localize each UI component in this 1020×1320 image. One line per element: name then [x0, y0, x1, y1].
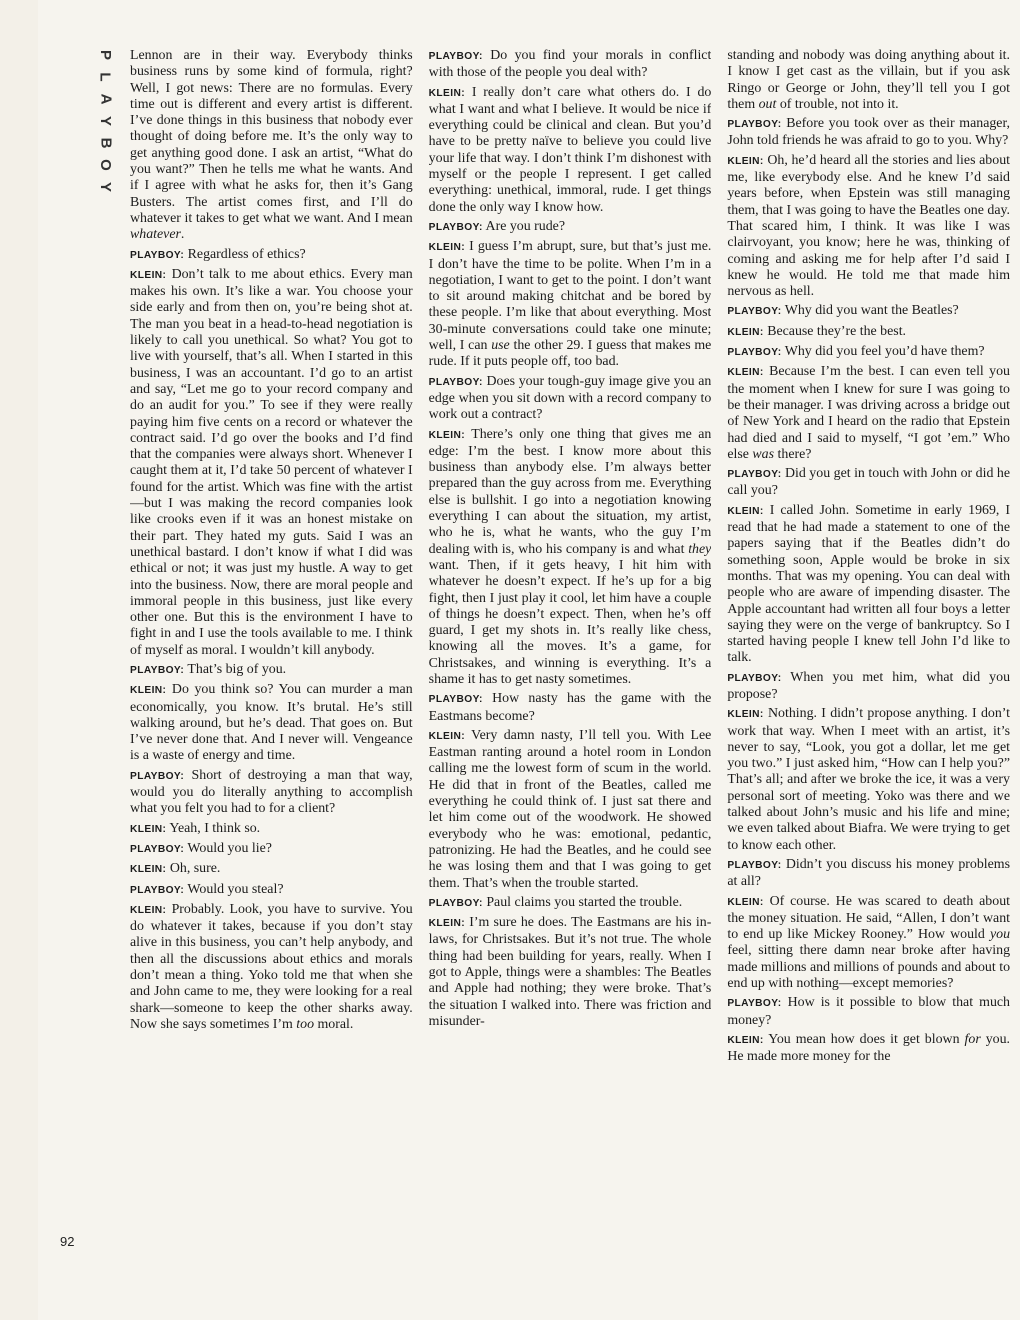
interview-paragraph	[429, 427, 712, 689]
speaker-label: KLEIN:	[428, 918, 466, 930]
interview-paragraph	[429, 915, 712, 1030]
interview-paragraph	[130, 861, 413, 878]
column-3	[727, 48, 1010, 1263]
paragraph-text: Do you think so? You can murder a man economically, you know. It’s brutal. He’s still walking around, but he’s dead. That goes on. But I’ve never done that. And I never will. Vengeance is a waste of energy and time.	[130, 682, 413, 764]
speaker-label: PLAYBOY:	[130, 664, 185, 676]
paragraph-text: You mean how does it get blown for you. He made more money for the	[727, 1031, 1011, 1065]
paragraph-text: standing and nobody was doing anything about it. I know I get cast as the villain, but if you ask Ringo or George or John, they’ll tell you I got them out of trouble, not into it.	[727, 48, 1011, 112]
speaker-label: KLEIN:	[727, 155, 764, 167]
paragraph-text: Would you lie?	[187, 840, 272, 856]
paragraph-text: There’s only one thing that gives me an edge: I’m the best. I know more about this business than anybody else. I’m always better prepared than the guy across from me. Everything else is bullshit. I go into a negotiation knowing everything I can about the situation, my artist, who he is, what he wants, who the guy I’m dealing with is, who his company is and what they want. Then, if it gets heavy, I hit him with whatever he doesn’t expect. If he’s up for a big fight, then I just play it cool, let him have a couple of things he doesn’t expect. Then, when he’s off guard, I get my shots in. It’s really like chess, knowing all the moves. It’s a game, for Christsakes, and winning is everything. It’s a shame it has to get nasty sometimes.	[428, 426, 712, 687]
speaker-label: PLAYBOY:	[428, 694, 483, 706]
interview-paragraph	[727, 894, 1010, 993]
speaker-label: PLAYBOY:	[428, 51, 483, 62]
paragraph-text: Does your tough-guy image give you an edge when you sit down with a record company to work out a contract?	[428, 373, 712, 423]
speaker-label: PLAYBOY:	[727, 119, 782, 131]
speaker-label: PLAYBOY:	[130, 770, 185, 782]
speaker-label: KLEIN:	[727, 326, 764, 338]
interview-paragraph	[429, 48, 712, 82]
paragraph-text: Did you get in touch with John or did he call you?	[727, 466, 1010, 499]
interview-paragraph	[429, 85, 712, 216]
paragraph-text: How nasty has the game with the Eastmans become?	[428, 691, 712, 724]
paragraph-text: Didn’t you discuss his money problems at all?	[727, 856, 1011, 890]
paragraph-text: Lennon are in their way. Everybody thinks business runs by some kind of formula, right? Well, I got news: There are no formulas. Every time out is different and every artist is different. I’ve done things in this business that nobody ever thought of doing before me. It’s the only way to get anything good done. I ask an artist, “What do you want?” Then he tells me what he wants. And if I agree with what he asks for, then it’s Gang Busters. The artist comes first, and I’ll do whatever it takes to get what we want. And I mean whatever.	[130, 48, 413, 243]
speaker-label: KLEIN:	[727, 367, 764, 379]
interview-paragraph	[727, 364, 1010, 463]
interview-paragraph	[130, 902, 413, 1033]
paragraph-text: Short of destroying a man that way, would you do literally anything to accomplish what you felt you had to for a client?	[130, 767, 413, 817]
magazine-page	[38, 0, 1020, 1320]
speaker-label: PLAYBOY:	[727, 469, 782, 481]
column-1	[130, 48, 413, 1263]
interview-paragraph	[130, 267, 413, 659]
paragraph-text: Regardless of ethics?	[187, 246, 306, 262]
masthead-letter: L	[96, 72, 114, 82]
speaker-label: PLAYBOY:	[428, 376, 483, 388]
paragraph-text: When you met him, what did you propose?	[727, 669, 1011, 702]
masthead-letter: Y	[96, 115, 114, 127]
speaker-label: KLEIN:	[130, 864, 167, 876]
interview-paragraph	[130, 882, 413, 899]
interview-paragraph	[130, 662, 413, 679]
interview-paragraph	[429, 895, 712, 912]
interview-paragraph	[429, 374, 712, 424]
speaker-label: KLEIN:	[130, 904, 167, 916]
speaker-label: PLAYBOY:	[727, 347, 782, 359]
speaker-label: KLEIN:	[428, 730, 466, 742]
paragraph-text: Yeah, I think so.	[169, 820, 261, 836]
interview-paragraph	[727, 324, 1010, 341]
speaker-label: KLEIN:	[428, 87, 466, 99]
speaker-label: KLEIN:	[727, 1034, 764, 1046]
speaker-label: KLEIN:	[428, 242, 466, 254]
speaker-label: PLAYBOY:	[727, 306, 782, 318]
interview-paragraph	[727, 303, 1010, 320]
paragraph-text: Are you rude?	[485, 218, 565, 234]
interview-paragraph	[130, 841, 413, 858]
paragraph-text: Would you steal?	[187, 881, 284, 897]
interview-paragraph	[727, 466, 1010, 500]
interview-paragraph	[727, 48, 1010, 113]
paragraph-text: Oh, he’d heard all the stories and lies about me, like everybody else. And he knew I’d said years before, when Epstein was still managing them, that I was going to have the Beatles one day. That scared him, I think. It was like I was clairvoyant, you know; here he was, thinking of coming and asking me for help after I’d said I knew he would. He told me that made him nervous as hell.	[727, 152, 1011, 300]
interview-paragraph	[429, 728, 712, 892]
paragraph-text: Of course. He was scared to death about the money situation. He said, “Allen, I don’t want to end up like Mickey Rooney.” How would you feel, sitting there damn near broke after having made millions and millions of pounds and about to end up with nothing—except memories?	[727, 893, 1011, 992]
interview-paragraph	[727, 1032, 1010, 1066]
interview-paragraph	[727, 857, 1010, 891]
speaker-label: PLAYBOY:	[428, 221, 483, 233]
speaker-label: KLEIN:	[727, 896, 764, 908]
interview-paragraph	[429, 691, 712, 725]
speaker-label: KLEIN:	[130, 269, 167, 281]
paragraph-text: Don’t talk to me about ethics. Every man makes his own. It’s like a war. You choose your side early and from then on, you’re being shot at. The man you beat in a head-to-head negotiation is likely to call you unethical. So what? You got to live with yourself, that’s all. When I started in this business, I was an accountant. I’d go to an artist and say, “Let me go to your record company and do an audit for you.” To see if they were really paying him five cents on a record or whatever the contract said. I’d go over the books and I’d find that the companies were always short. Whenever I caught them at it, I’d take 50 percent of whatever I found for the artist. Which was fine with the artist —but I was making the record companies look like crooks even if it was an honest mistake on their part. They hated my guts. Said I was an unethical bastard. I don’t know if what I did was ethical or not; it was just my hustle. A way to get into the business. Now, there are moral people and immoral people in this business, just like every other one. But this is the environment I have to fight in and I use the tools available to me. I think of myself as moral. I wouldn’t kill anybody.	[130, 266, 413, 658]
paragraph-text: Probably. Look, you have to survive. You do whatever it takes, because if you don’t stay alive in this business, you can’t help anybody, and then all the discussions about ethics and morals don’t mean a thing. Yoko told me that when she and John came to me, they were looking for a real shark—someone to keep the other sharks away. Now she says sometimes I’m too moral.	[130, 901, 413, 1032]
paragraph-text: That’s big of you.	[187, 661, 287, 677]
interview-paragraph	[130, 821, 413, 838]
speaker-label: PLAYBOY:	[130, 843, 185, 855]
interview-paragraph	[130, 247, 413, 264]
paragraph-text: Paul claims you started the trouble.	[486, 894, 683, 910]
speaker-label: KLEIN:	[428, 429, 466, 441]
speaker-label: PLAYBOY:	[130, 884, 185, 896]
paragraph-text: I’m sure he does. The Eastmans are his in-laws, for Christsakes. But it’s not true. The whole thing had been building for years, really. When I got to Apple, things were a shambles: The Beatles and Apple had nothing; they were broke. That’s the situation I walked into. There was friction and misunder-	[428, 915, 712, 1029]
masthead-letter: P	[96, 49, 114, 61]
interview-paragraph	[727, 995, 1010, 1029]
interview-paragraph	[727, 116, 1010, 150]
speaker-label: KLEIN:	[130, 685, 167, 697]
interview-paragraph	[130, 768, 413, 818]
speaker-label: KLEIN:	[130, 823, 167, 835]
speaker-label: KLEIN:	[727, 709, 764, 721]
paragraph-text: Nothing. I didn’t propose anything. I don’t work that way. When I meet with an artist, it’s never to say, “Look, you got a dollar, let me get you two.” I just asked him, “How can I help you?” That’s all; and after we broke the ice, it was a very personal sort of meeting. Yoko was there and we talked about John’s music and his life and mine; we even talked about Biafra. We were trying to get to know each other.	[727, 706, 1011, 853]
paragraph-text: Oh, sure.	[169, 861, 221, 877]
paragraph-text: Very damn nasty, I’ll tell you. With Lee Eastman ranting around a hotel room in London calling me the lowest form of scum in the world. He did that in front of the Beatles, called me everything he could think of. I just sat there and let him come out of the woodwork. He showed everybody who he was: emotional, pedantic, patronizing. He had the Beatles, and he could see he was losing them and that I was going to get them. That’s when the trouble started.	[428, 727, 712, 891]
paragraph-text: How is it possible to blow that much money?	[727, 995, 1011, 1028]
interview-paragraph	[130, 48, 413, 244]
paragraph-text: I called John. Sometime in early 1969, I read that he had made a statement to one of the papers saying that if the Beatles didn’t do something soon, Apple would be broke in six months. That was my opening. You can deal with people who are aware of impending disaster. The Apple accountant had written all four boys a letter saying they were on the verge of bankruptcy. So I started having people I knew tell John I’d like to talk.	[727, 502, 1011, 666]
masthead-letter: B	[97, 137, 114, 149]
interview-paragraph	[130, 682, 413, 764]
interview-paragraph	[727, 153, 1010, 301]
paragraph-text: Because they’re the best.	[767, 323, 907, 339]
paragraph-text: Why did you want the Beatles?	[784, 303, 959, 319]
speaker-label: PLAYBOY:	[727, 859, 782, 871]
interview-paragraph	[727, 503, 1010, 667]
interview-paragraph	[429, 239, 712, 370]
interview-paragraph	[727, 670, 1010, 704]
paragraph-text: Because I’m the best. I can even tell you the moment when I knew for sure I was going to be their manager. I was driving across a bridge out of New York and I heard on the radio that Epstein had died and I said to myself, “I got ’em.” Who else was there?	[727, 364, 1011, 462]
paragraph-text: I really don’t care what others do. I do what I want and what I believe. It would be nice if everything could be clinical and clean. But you’d have to be pretty naïve to believe you could live your life that way. I don’t think I’m dishonest with myself or the people I represent. I get called everything: unethical, immoral, rude. I get things done the only way I know how.	[428, 84, 712, 215]
text-columns	[130, 48, 1010, 1263]
column-2	[429, 48, 712, 1263]
masthead-letter: A	[97, 93, 114, 105]
paragraph-text: Why did you feel you’d have them?	[784, 344, 985, 360]
paragraph-text: Do you find your morals in conflict with those of the people you deal with?	[428, 48, 712, 81]
speaker-label: PLAYBOY:	[130, 249, 185, 261]
speaker-label: PLAYBOY:	[428, 897, 483, 909]
masthead-letter: Y	[96, 181, 114, 193]
interview-paragraph	[727, 706, 1010, 854]
masthead-vertical	[94, 44, 116, 198]
paragraph-text: Before you took over as their manager, John told friends he was afraid to go to you. Why?	[727, 116, 1011, 149]
speaker-label: PLAYBOY:	[727, 672, 782, 684]
interview-paragraph	[727, 344, 1010, 361]
paragraph-text: I guess I’m abrupt, sure, but that’s just me. I don’t have the time to be polite. When I’m in a negotiation, I want to get to the point. I don’t want to sit around making chitchat and be bored by these people. I’m like that about everything. Most 30-minute conversations could take one minute; well, I can use the other 29. I guess that makes me rude. If it puts people off, too bad.	[428, 239, 712, 370]
masthead-letter: O	[96, 159, 114, 171]
interview-paragraph	[429, 219, 712, 236]
page-number: 92	[60, 1234, 75, 1249]
speaker-label: PLAYBOY:	[727, 998, 782, 1010]
speaker-label: KLEIN:	[727, 505, 764, 517]
